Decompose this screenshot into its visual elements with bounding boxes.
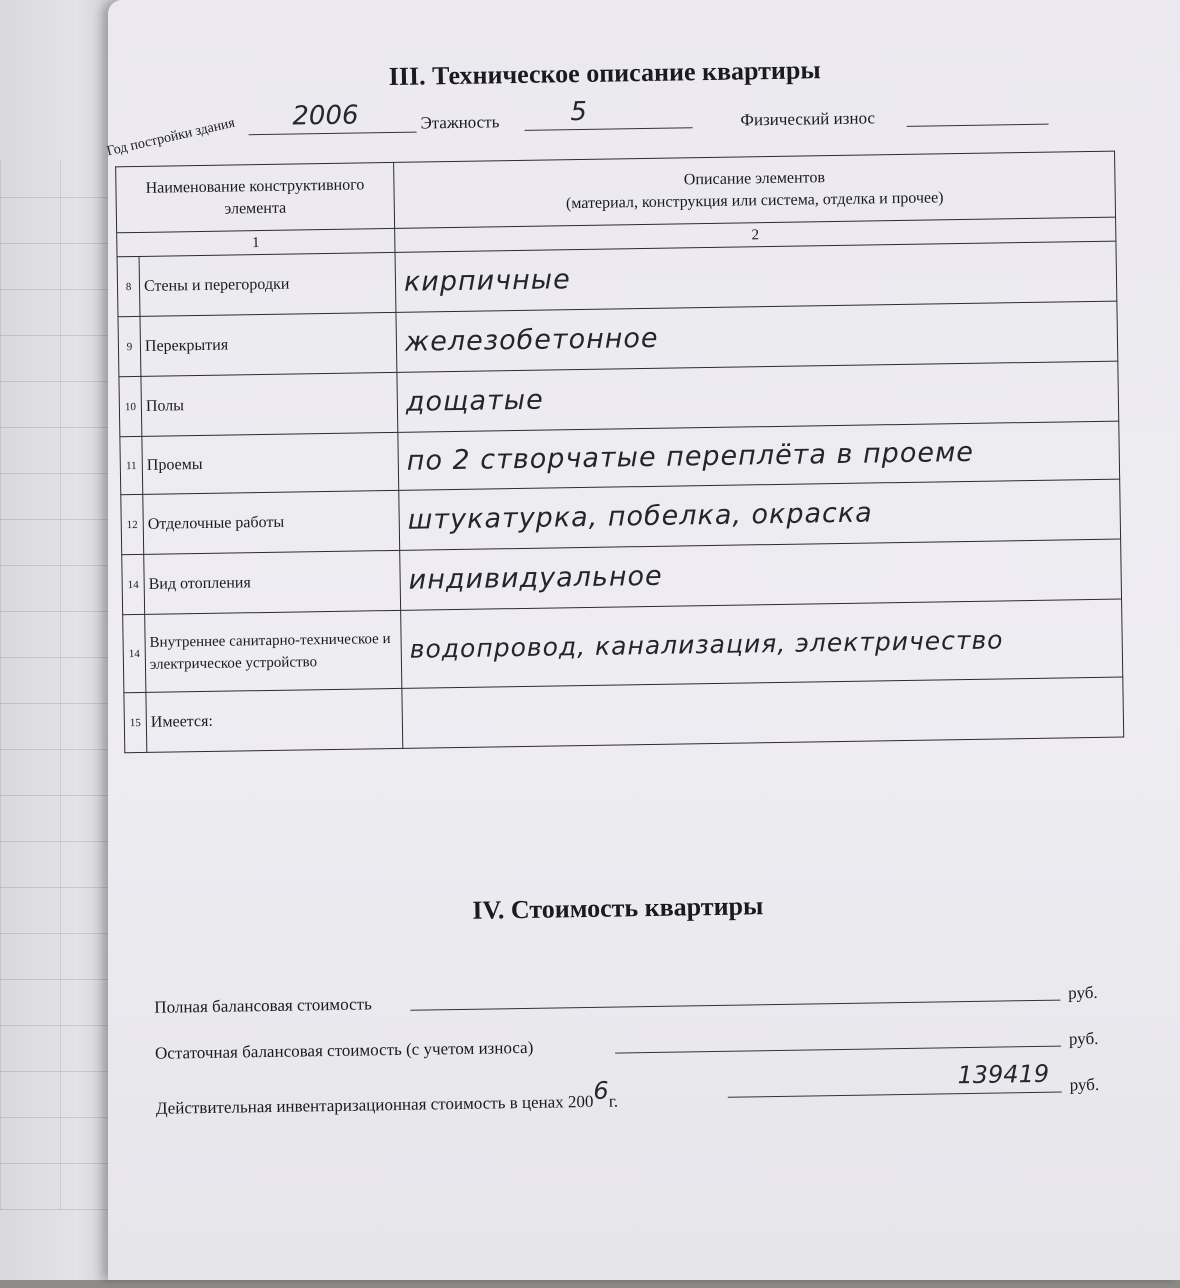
inventory-cost-text: Действительная инвентаризационная стоимость в ценах 200 [155,1091,594,1118]
row-name: Внутреннее санитарно-техническое и электрическое устройство [145,610,402,692]
inventory-year-suffix: г. [608,1091,619,1111]
row-number: 11 [120,436,143,494]
handwritten-value: железобетонное [404,322,659,358]
residual-cost-label: Остаточная балансовая стоимость (с учетом износа) [154,1037,534,1063]
handwritten-value: кирпичные [403,264,571,298]
row-value [402,677,1124,748]
row-name: Стены и перегородки [139,252,396,316]
row-number: 14 [123,614,146,692]
row-name: Имеется: [146,688,403,752]
full-cost-label: Полная балансовая стоимость [154,994,372,1017]
col2-index: 2 [395,217,1116,252]
handwritten-value: штукатурка, побелка, окраска [407,497,873,536]
col2-header [394,151,1116,228]
col2-header-line1: Описание элементов [683,168,826,188]
section-4-title: IV. Стоимость квартиры [472,891,764,925]
inventory-cost-unit: руб. [1069,1074,1100,1095]
full-cost-line [410,1000,1060,1011]
wear-line [907,124,1049,127]
row-value [396,301,1118,372]
inventory-cost-value: 139419 [957,1059,1050,1090]
floors-label: Этажность [420,112,500,133]
col1-header: Наименование конструктивного элемента [116,162,395,232]
row-name: Вид отопления [144,550,401,614]
year-line [249,132,417,136]
inventory-cost-line [728,1092,1062,1098]
row-name: Проемы [142,432,399,494]
row-value [395,241,1117,312]
handwritten-value: по 2 створчатые переплёта в проеме [406,436,975,477]
section-3-title: III. Техническое описание квартиры [388,55,821,92]
row-name: Полы [141,372,398,436]
row-number: 9 [118,316,141,376]
year-value: 2006 [292,100,359,132]
row-number: 14 [122,554,145,614]
row-value [397,361,1119,432]
wear-label: Физический износ [740,108,876,130]
tech-description-table [115,151,1124,754]
inventory-cost-label [155,1076,619,1120]
full-cost-unit: руб. [1068,982,1098,1003]
floors-value: 5 [570,96,588,128]
inventory-year-digit: 6 [593,1076,609,1105]
handwritten-value: водопровод, канализация, электричество [409,625,1004,664]
residual-cost-unit: руб. [1068,1028,1099,1049]
row-value [400,539,1122,610]
row-value [401,599,1123,688]
residual-cost-line [615,1046,1061,1054]
row-number: 12 [121,494,144,554]
row-value [399,479,1121,550]
row-number: 15 [124,692,147,752]
year-label: Год постройки здания [105,115,237,160]
row-number: 10 [119,376,142,436]
row-number: 8 [117,256,140,316]
handwritten-value: дощатые [405,384,544,418]
floors-line [525,127,693,131]
col2-header-line2: (материал, конструкция или система, отделка и прочее) [565,188,944,212]
row-name: Отделочные работы [143,490,400,554]
row-name: Перекрытия [140,312,397,376]
col1-index: 1 [117,228,395,256]
document-page [105,0,1180,1280]
handwritten-value: индивидуальное [408,560,663,596]
